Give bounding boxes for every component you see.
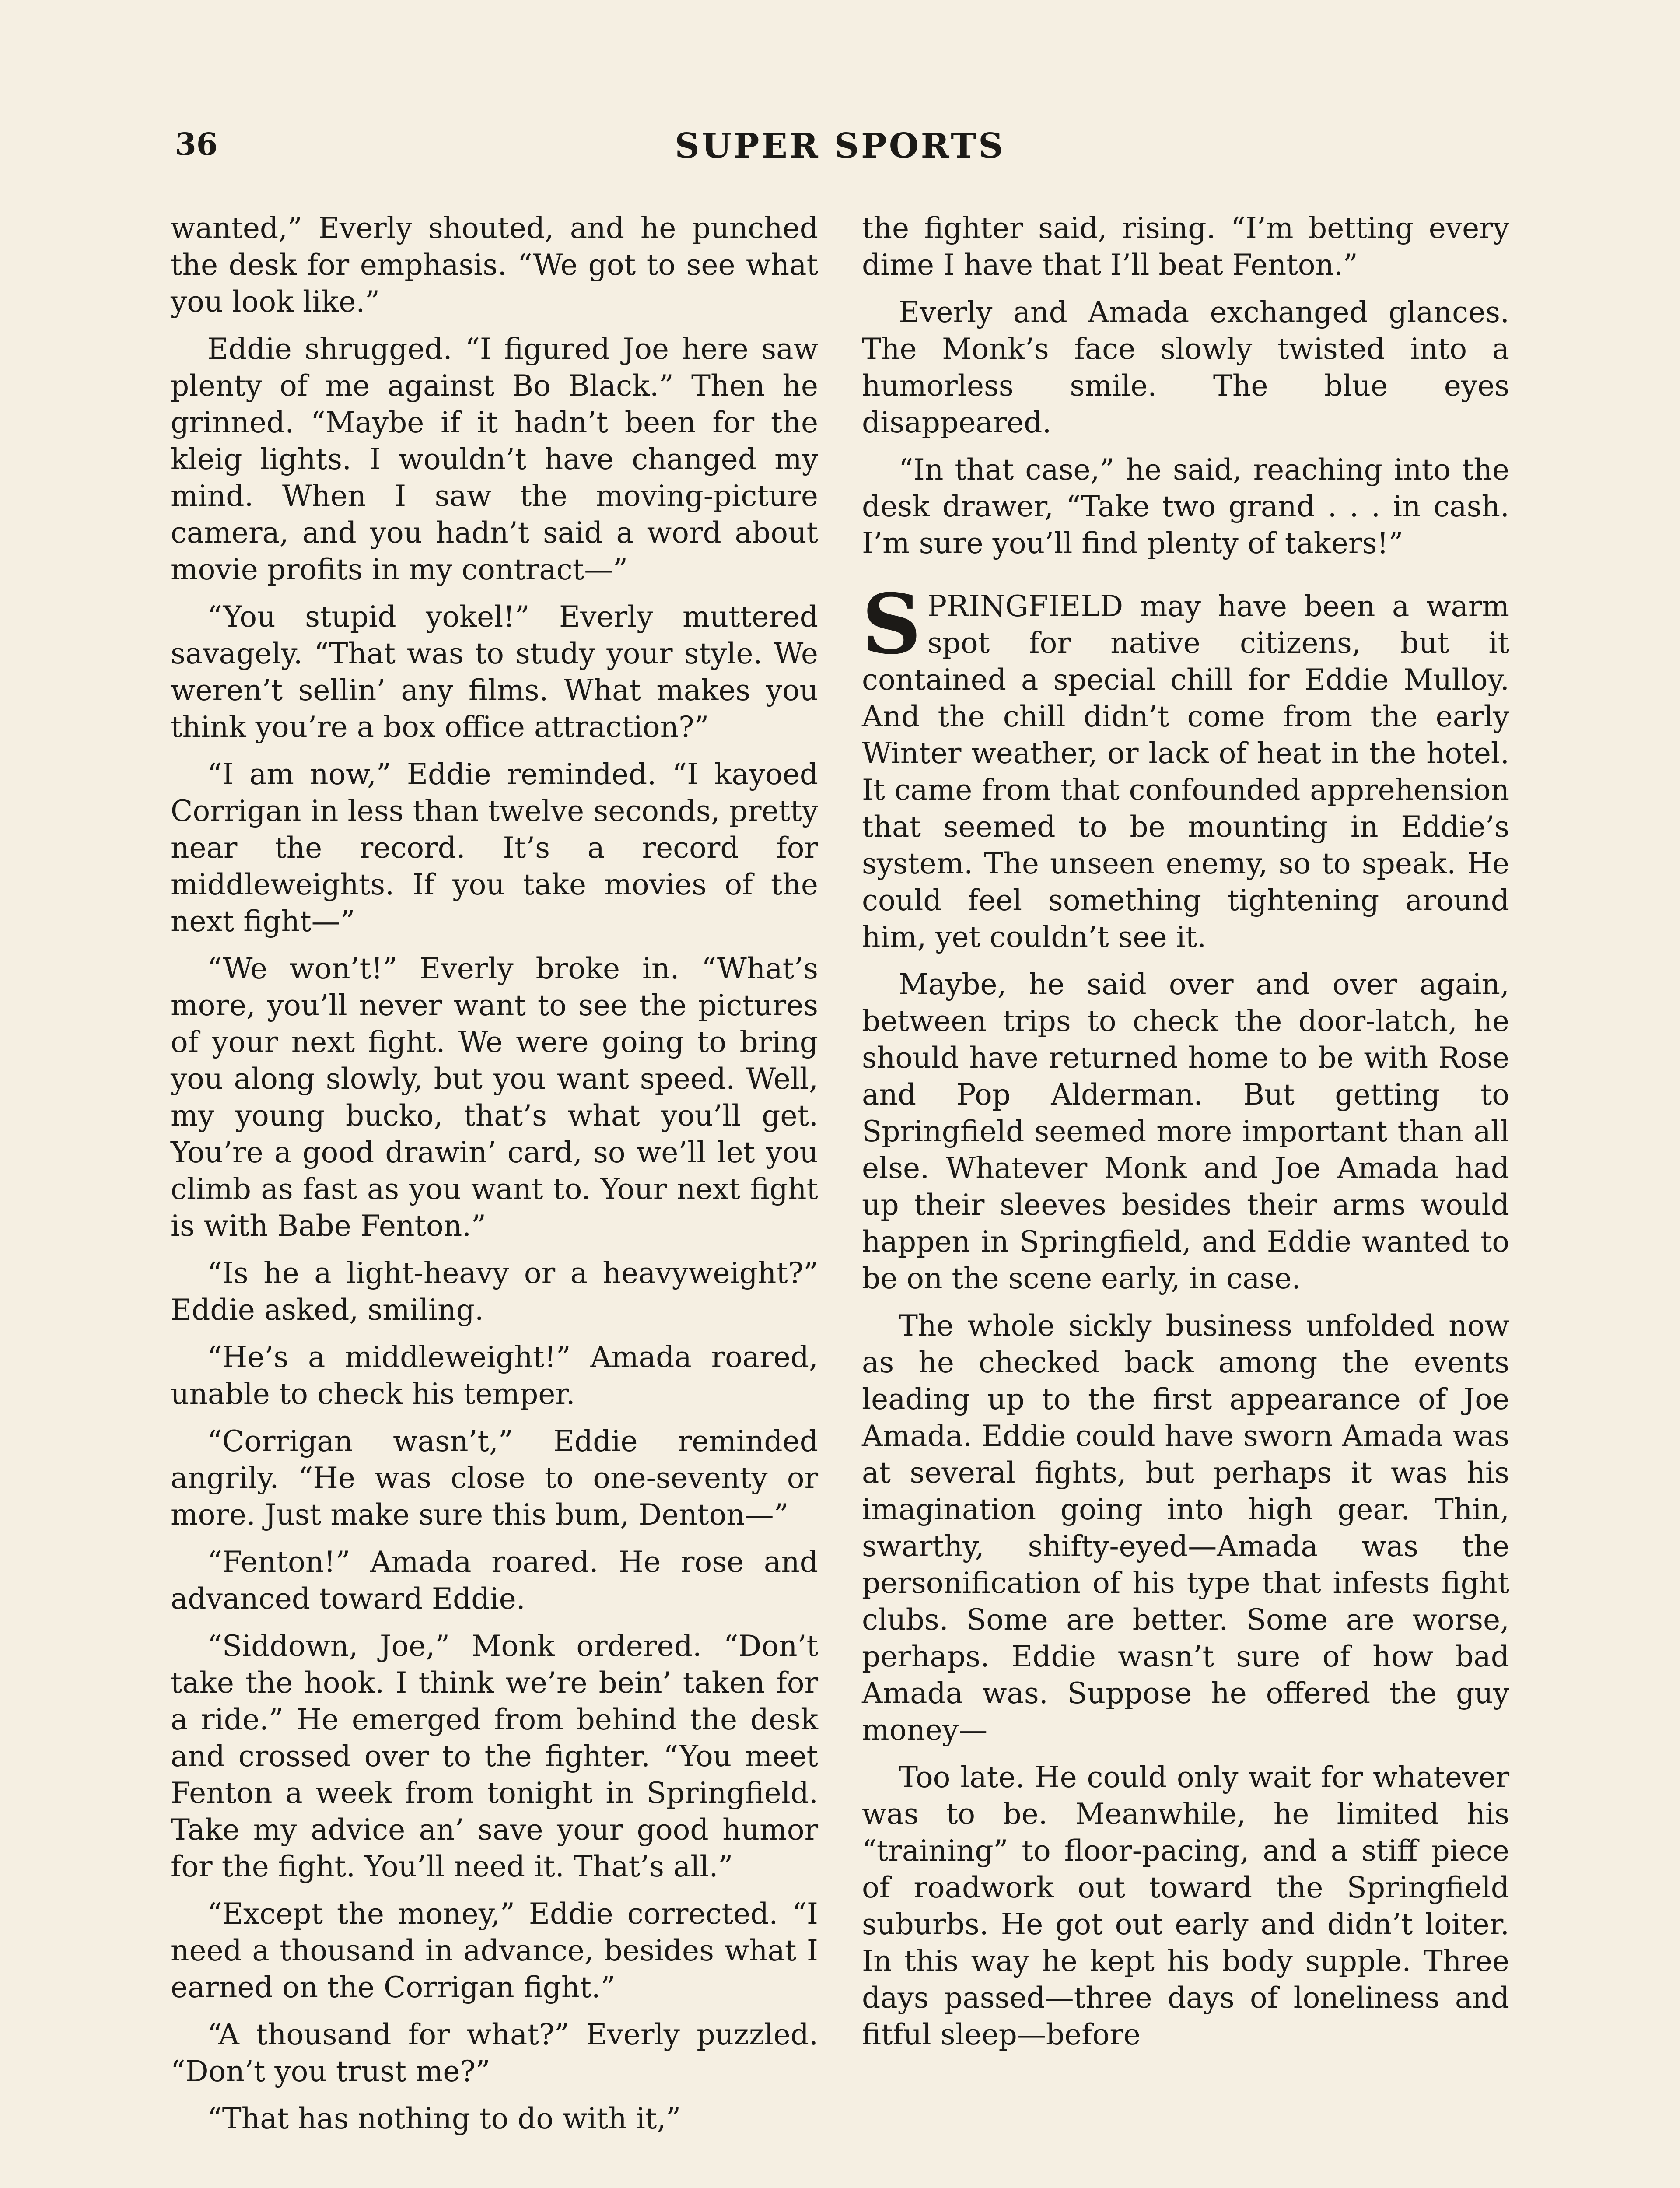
paragraph: “He’s a middleweight!” Amada roared, unable to check his temper.	[171, 1340, 818, 1411]
paragraph: “I am now,” Eddie reminded. “I kayoed Corrigan in less than twelve seconds, pretty near the record. It’s a record for middleweights. If you take movies of the next fight—”	[171, 757, 818, 938]
page-number: 36	[175, 126, 218, 162]
right-column	[862, 210, 1509, 2064]
left-column	[171, 210, 818, 2148]
paragraph: “That has nothing to do with it,”	[207, 2102, 681, 2135]
drop-cap-paragraph-text: PRINGFIELD may have been a warm spot for native citizens, but it contained a special chill for Eddie Mulloy. And the chill didn’t come from the early Winter weather, or lack of heat in the hotel. It came from that confounded apprehension that seemed to be mounting in Eddie’s system. The unseen enemy, so to speak. He could feel something tightening around him, yet couldn’t see it.	[862, 589, 1509, 954]
paragraph: Too late. He could only wait for whatever was to be. Meanwhile, he limited his “training” to floor-pacing, and a stiff piece of roadwork out toward the Springfield suburbs. He got out early and didn’t loiter. In this way he kept his body supple. Three days passed—three days of loneliness and fitful sleep—before	[862, 1760, 1509, 2051]
paragraph: “Corrigan wasn’t,” Eddie reminded angrily. “He was close to one-seventy or more. Just make sure this bum, Denton—”	[171, 1424, 818, 1532]
paragraph: “Is he a light-heavy or a heavyweight?” Eddie asked, smiling.	[171, 1256, 818, 1327]
paragraph: “In that case,” he said, reaching into the desk drawer, “Take two grand . . . in cash. I’m sure you’ll find plenty of takers!”	[862, 453, 1509, 560]
section-opening-paragraph	[862, 576, 1509, 956]
paragraph: wanted,” Everly shouted, and he punched the desk for emphasis. “We got to see what you look like.”	[171, 211, 818, 319]
paragraph: Eddie shrugged. “I figured Joe here saw plenty of me against Bo Black.” Then he grinned. “Maybe if it hadn’t been for the kleig lights. I wouldn’t have changed my mind. When I saw the moving-picture camera, and you hadn’t said a word about movie profits in my contract—”	[171, 332, 818, 586]
drop-cap-letter: S	[862, 576, 921, 673]
paragraph: Maybe, he said over and over again, between trips to check the door-latch, he should have returned home to be with Rose and Pop Alderman. But getting to Springfield seemed more important than all else. Whatever Monk and Joe Amada had up their sleeves besides their arms would happen in Springfield, and Eddie wanted to be on the scene early, in case.	[862, 968, 1509, 1295]
paragraph: The whole sickly business unfolded now as he checked back among the events leading up to the first appearance of Joe Amada. Eddie could have sworn Amada was at several fights, but perhaps it was his imagination going into high gear. Thin, swarthy, shifty-eyed—Amada was the personification of his type that infests fight clubs. Some are better. Some are worse, perhaps. Eddie wasn’t sure of how bad Amada was. Suppose he offered the guy money—	[862, 1309, 1509, 1747]
paragraph: the fighter said, rising. “I’m betting every dime I have that I’ll beat Fenton.”	[862, 211, 1509, 282]
page-header	[175, 126, 1505, 174]
magazine-title: SUPER SPORTS	[675, 126, 1005, 166]
paragraph: “Except the money,” Eddie corrected. “I need a thousand in advance, besides what I earned on the Corrigan fight.”	[171, 1897, 818, 2004]
paragraph: “You stupid yokel!” Everly muttered savagely. “That was to study your style. We weren’t sellin’ any films. What makes you think you’re a box office attraction?”	[171, 600, 818, 744]
paragraph: “Siddown, Joe,” Monk ordered. “Don’t take the hook. I think we’re bein’ taken for a ride.” He emerged from behind the desk and crossed over to the fighter. “You meet Fenton a week from tonight in Springfield. Take my advice an’ save your good humor for the fight. You’ll need it. That’s all.”	[171, 1629, 818, 1883]
paragraph: “Fenton!” Amada roared. He rose and advanced toward Eddie.	[171, 1545, 818, 1616]
paragraph: “A thousand for what?” Everly puzzled. “Don’t you trust me?”	[171, 2018, 818, 2088]
paragraph: Everly and Amada exchanged glances. The Monk’s face slowly twisted into a humorless smile. The blue eyes disappeared.	[862, 295, 1509, 439]
paragraph: “We won’t!” Everly broke in. “What’s more, you’ll never want to see the pictures of your next fight. We were going to bring you along slowly, but you want speed. Well, my young bucko, that’s what you’ll get. You’re a good drawin’ card, so we’ll let you climb as fast as you want to. Your next fight is with Babe Fenton.”	[171, 952, 818, 1243]
